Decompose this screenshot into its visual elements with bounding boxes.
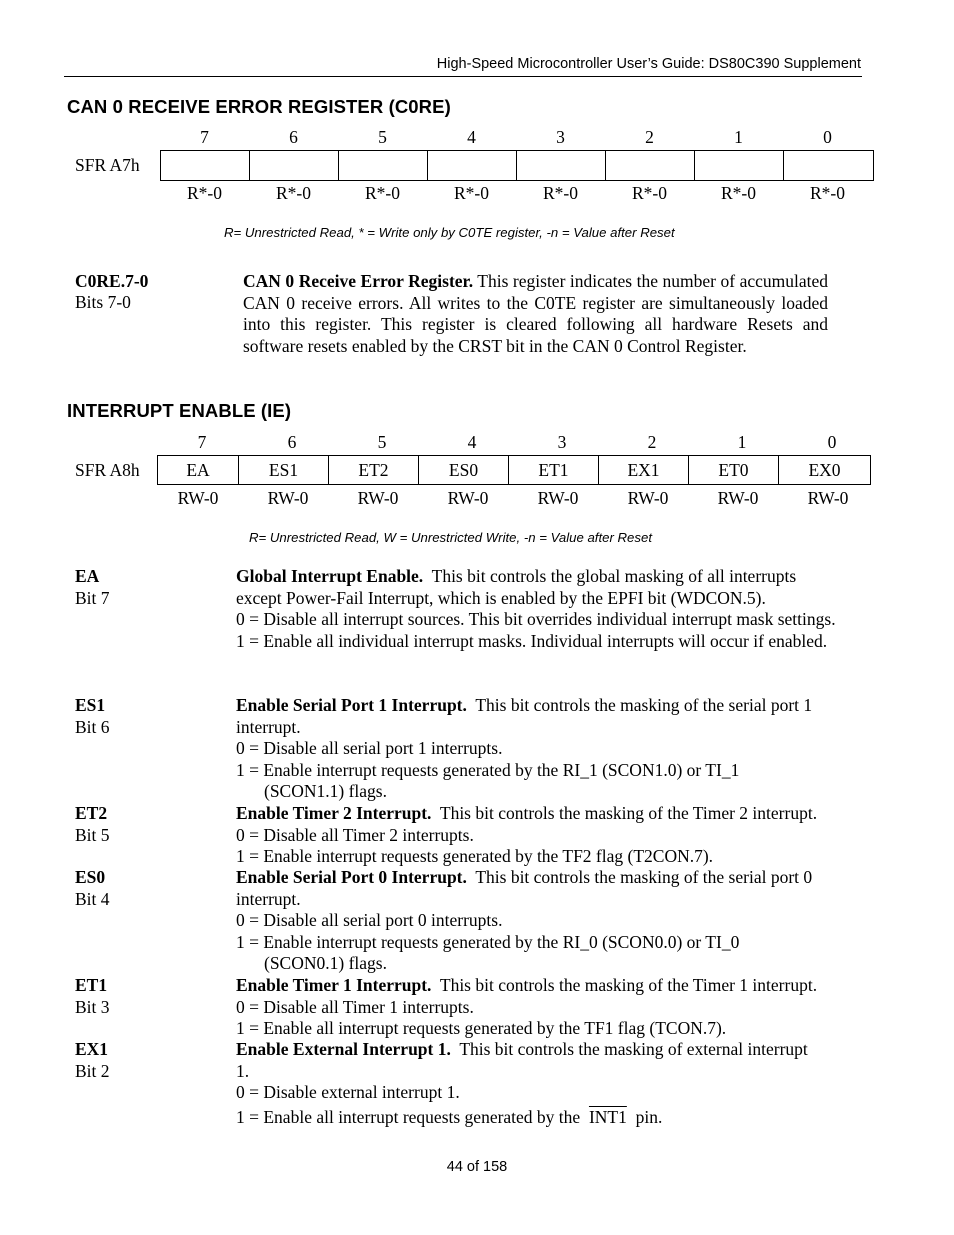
field-heading: Enable External Interrupt 1. xyxy=(236,1039,451,1059)
field-text: This bit controls the global masking of all interrupts xyxy=(431,566,797,586)
c0re-bit-numbers xyxy=(160,127,872,148)
bit-number: 7 xyxy=(197,432,207,452)
reset-value: R*-0 xyxy=(632,183,667,203)
section-title-c0re: CAN 0 RECEIVE ERROR REGISTER (C0RE) xyxy=(67,96,451,117)
ex1-description xyxy=(236,1039,866,1128)
option-0: 0 = Disable external interrupt 1. xyxy=(236,1082,460,1102)
field-bits: Bit 4 xyxy=(75,889,110,909)
ie-sfr-address: SFR A8h xyxy=(75,460,140,480)
bit-number: 2 xyxy=(645,127,654,147)
bit-number: 3 xyxy=(556,127,565,147)
reset-value: RW-0 xyxy=(537,488,579,508)
field-text: This bit controls the masking of the Timer 2 interrupt. xyxy=(439,803,818,823)
register-cell: ET2 xyxy=(329,456,419,484)
register-cell: EA xyxy=(158,456,239,484)
field-name: ES0 xyxy=(75,867,106,887)
field-text: This bit controls the masking of the Timer 1 interrupt. xyxy=(439,975,818,995)
ie-legend-note: R= Unrestricted Read, W = Unrestricted Write, -n = Value after Reset xyxy=(249,530,652,545)
field-text: This bit controls the masking of the serial port 1 xyxy=(475,695,813,715)
reset-value: R*-0 xyxy=(454,183,489,203)
option-1: 1 = Enable all individual interrupt masks. Individual interrupts will occur if enabled. xyxy=(236,630,828,651)
register-cell: ES0 xyxy=(419,456,509,484)
option-0: 0 = Disable all serial port 1 interrupts. xyxy=(236,738,503,758)
field-name: EX1 xyxy=(75,1039,109,1059)
register-cell: ES1 xyxy=(239,456,329,484)
field-heading: Global Interrupt Enable. xyxy=(236,566,424,586)
field-text: interrupt. xyxy=(236,716,301,737)
register-cell xyxy=(428,151,517,180)
register-cell: EX1 xyxy=(599,456,689,484)
field-text: This bit controls the masking of external interrupt xyxy=(459,1039,808,1059)
field-text: interrupt. xyxy=(236,888,301,909)
field-heading: Enable Serial Port 1 Interrupt. xyxy=(236,695,467,715)
bit-number: 0 xyxy=(823,127,832,147)
register-cell xyxy=(250,151,339,180)
option-1-text: pin. xyxy=(635,1106,663,1127)
reset-value: RW-0 xyxy=(357,488,399,508)
register-cell: ET0 xyxy=(689,456,779,484)
c0re-field-description xyxy=(243,271,828,357)
et2-description xyxy=(236,803,876,868)
reset-value: RW-0 xyxy=(627,488,669,508)
reset-value: R*-0 xyxy=(721,183,756,203)
reset-value: RW-0 xyxy=(717,488,759,508)
ie-register-table xyxy=(157,455,871,485)
es0-description xyxy=(236,867,866,975)
bit-number: 6 xyxy=(289,127,298,147)
option-1-text: 1 = Enable all interrupt requests generated by the xyxy=(236,1106,581,1127)
field-bits: Bits 7-0 xyxy=(75,292,131,312)
field-name: ET1 xyxy=(75,975,108,995)
bit-number: 3 xyxy=(557,432,567,452)
option-0: 0 = Disable all Timer 2 interrupts. xyxy=(236,824,474,845)
bit-number: 5 xyxy=(377,432,387,452)
reset-value: R*-0 xyxy=(365,183,400,203)
ie-bit-numbers xyxy=(157,432,877,453)
reset-value: R*-0 xyxy=(276,183,311,203)
option-1: 1 = Enable all interrupt requests generated by the TF1 flag (TCON.7). xyxy=(236,1018,727,1038)
register-cell: ET1 xyxy=(509,456,599,484)
header-rule xyxy=(64,76,862,77)
field-name: C0RE.7-0 xyxy=(75,271,149,291)
bit-number: 5 xyxy=(378,127,387,147)
register-cell xyxy=(517,151,606,180)
field-bits: Bit 5 xyxy=(75,825,110,845)
bit-number: 4 xyxy=(467,127,476,147)
field-heading: Enable Timer 2 Interrupt. xyxy=(236,803,432,823)
et1-description xyxy=(236,975,876,1040)
section-title-ie: INTERRUPT ENABLE (IE) xyxy=(67,400,292,421)
option-1: 1 = Enable interrupt requests generated by the RI_0 (SCON0.0) or TI_0 (SCON0.1) flags. xyxy=(236,931,740,973)
int1-pin-label: INT1 xyxy=(588,1106,627,1127)
register-cell xyxy=(339,151,428,180)
bit-number: 4 xyxy=(467,432,477,452)
page-number: 44 of 158 xyxy=(446,1159,508,1175)
field-text: This register indicates the number of accumulated CAN 0 receive errors. All writes to the C0TE register are simultaneously loaded into this register. This register is cleared following all hardware Resets and software resets enabled by the CRST bit in the CAN 0 Control Register. xyxy=(243,271,828,356)
es1-description xyxy=(236,695,866,803)
field-text: except Power-Fail Interrupt, which is enabled by the EPFI bit (WDCON.5). xyxy=(236,587,766,608)
register-cell xyxy=(161,151,250,180)
field-bits: Bit 7 xyxy=(75,588,110,608)
field-bits: Bit 2 xyxy=(75,1061,110,1081)
bit-number: 0 xyxy=(827,432,837,452)
field-name: ET2 xyxy=(75,803,108,823)
option-0: 0 = Disable all interrupt sources. This bit overrides individual interrupt mask settings. xyxy=(236,609,836,629)
ea-description xyxy=(236,566,866,652)
field-text: This bit controls the masking of the serial port 0 xyxy=(475,867,813,887)
reset-value: R*-0 xyxy=(187,183,222,203)
register-cell: EX0 xyxy=(808,459,841,480)
reset-value: R*-0 xyxy=(543,183,578,203)
register-cell xyxy=(784,151,873,180)
register-cell xyxy=(606,151,695,180)
option-0: 0 = Disable all serial port 0 interrupts. xyxy=(236,910,503,930)
reset-value: R*-0 xyxy=(810,183,845,203)
reset-value: RW-0 xyxy=(807,488,849,508)
ie-reset-values xyxy=(153,488,873,509)
bit-number: 6 xyxy=(287,432,297,452)
option-1: 1 = Enable interrupt requests generated by the TF2 flag (T2CON.7). xyxy=(236,846,714,866)
field-bits: Bit 3 xyxy=(75,997,110,1017)
register-cell xyxy=(695,151,784,180)
field-heading: CAN 0 Receive Error Register. xyxy=(243,271,474,291)
c0re-legend-note: R= Unrestricted Read, * = Write only by C0TE register, -n = Value after Reset xyxy=(224,225,675,240)
option-0: 0 = Disable all Timer 1 interrupts. xyxy=(236,996,474,1017)
field-name: EA xyxy=(75,566,100,586)
bit-number: 2 xyxy=(647,432,657,452)
c0re-sfr-address: SFR A7h xyxy=(75,155,140,175)
option-1 xyxy=(236,1107,866,1129)
c0re-register-table xyxy=(160,150,874,181)
field-bits: Bit 6 xyxy=(75,717,110,737)
bit-number: 1 xyxy=(737,432,747,452)
bit-number: 7 xyxy=(200,127,209,147)
bit-number: 1 xyxy=(734,127,743,147)
reset-value: RW-0 xyxy=(177,488,219,508)
field-text: 1. xyxy=(236,1060,250,1081)
field-name: ES1 xyxy=(75,695,106,715)
c0re-reset-values xyxy=(160,183,872,204)
reset-value: RW-0 xyxy=(267,488,309,508)
field-heading: Enable Serial Port 0 Interrupt. xyxy=(236,867,467,887)
field-heading: Enable Timer 1 Interrupt. xyxy=(236,975,432,995)
page-header: High-Speed Microcontroller User’s Guide: DS80C390 Supplement xyxy=(436,56,861,72)
option-1: 1 = Enable interrupt requests generated by the RI_1 (SCON1.0) or TI_1 (SCON1.1) flags. xyxy=(236,759,740,801)
reset-value: RW-0 xyxy=(447,488,489,508)
